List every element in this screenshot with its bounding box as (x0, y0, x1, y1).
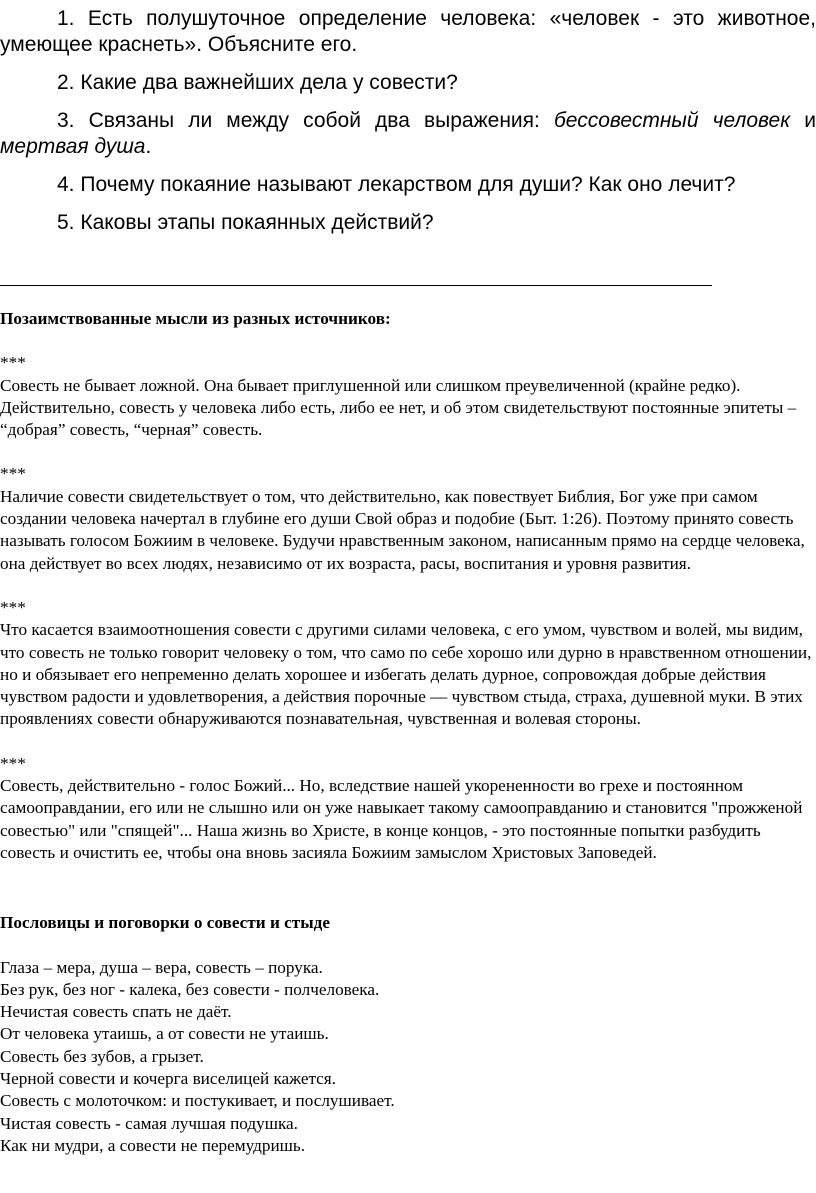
proverb-item: Совесть без зубов, а грызет. (0, 1046, 204, 1066)
question-text: 1. Есть полушуточное определение человека: «человек - это животное, умеющее краснеть». Объясните его. (0, 7, 816, 56)
question-italic-phrase: мертвая душа (0, 135, 146, 158)
question-italic-phrase: бессовестный человек (553, 109, 791, 132)
borrowed-paragraph-1: Совесть не бывает ложной. Она бывает приглушенной или слишком преувеличенной (крайне редко). Действительно, совесть у человека либо есть, либо ее нет, и об этом свидетельствуют постоянные эпитеты – “добрая” совесть, “черная” совесть. (0, 375, 797, 440)
proverb-item: Совесть с молоточком: и постукивает, и послушивает. (0, 1091, 395, 1111)
borrowed-paragraph-4: Совесть, действительно - голос Божий... Но, вследствие нашей укорененности во грехе и постоянном самооправдании, его или не слышно или он уже навыкает такому самооправданию и становится "прожженой совестью" или "спящей"... Наша жизнь во Христе, в конце концов, - это постоянные попытки разбудить совесть и очистить ее, чтобы она вновь засияла Божиим замыслом Христовых Заповедей. (0, 776, 803, 862)
separator-stars: *** (0, 753, 26, 773)
discussion-questions (0, 6, 816, 248)
question-text: . (145, 135, 152, 158)
section-spacer (0, 886, 816, 912)
proverb-item: Глаза – мера, душа – вера, совесть – порука. (0, 957, 323, 977)
proverb-item: Без рук, без ног - калека, без совести - полчеловека. (0, 979, 380, 999)
proverb-item: Как ни мудри, а совести не перемудришь. (0, 1135, 306, 1155)
separator-stars: *** (0, 353, 26, 373)
question-text: 3. Связаны ли между собой два выражения: (57, 109, 554, 132)
borrowed-paragraph-3: Что касается взаимоотношения совести с другими силами человека, с его умом, чувством и волей, мы видим, что совесть не только говорит человеку о том, что само по себе хорошо или дурно в нравственном отношении, но и обязывает его непременно делать хорошее и избегать делать дурное, сопровождая добрые действия чувством радости и удовлетворения, а действия порочные — чувством стыда, страха, душевной муки. В этих проявлениях совести обнаруживаются познавательная, чувственная и волевая стороны. (0, 620, 812, 729)
proverbs-list (0, 957, 816, 1158)
question-1 (0, 6, 816, 58)
proverb-item: Черной совести и кочерга виселицей кажется. (0, 1069, 336, 1089)
question-text: и (790, 109, 816, 132)
separator-stars: *** (0, 597, 26, 617)
question-text: 5. Каковы этапы покаянных действий? (57, 211, 434, 234)
question-text: 4. Почему покаяние называют лекарством для души? Как оно лечит? (57, 173, 736, 196)
proverb-item: Нечистая совесть спать не даёт. (0, 1002, 232, 1022)
borrowed-heading: Позаимствованные мысли из разных источников: (0, 309, 391, 328)
question-text: 2. Какие два важнейших дела у совести? (57, 71, 458, 94)
borrowed-paragraph-2: Наличие совести свидетельствует о том, что действительно, как повествует Библия, Бог уже при самом создании человека начертал в глубине его души Свой образ и подобие (Быт. 1:26). Поэтому принято совесть называть голосом Божиим в человеке. Будучи нравственным законом, написанным прямо на сердце человека, она действует во всех людях, независимо от их возраста, расы, воспитания и уровня развития. (0, 486, 805, 573)
proverbs-heading: Пословицы и поговорки о совести и стыде (0, 913, 330, 933)
question-3 (0, 108, 816, 160)
separator-stars: *** (0, 464, 26, 484)
borrowed-thoughts-section (0, 308, 816, 1157)
horizontal-divider (0, 285, 712, 286)
question-5 (0, 210, 816, 236)
question-2 (0, 70, 816, 96)
proverb-item: Чистая совесть - самая лучшая подушка. (0, 1113, 298, 1133)
proverb-item: От человека утаишь, а от совести не утаишь. (0, 1024, 329, 1044)
question-4 (0, 172, 816, 198)
